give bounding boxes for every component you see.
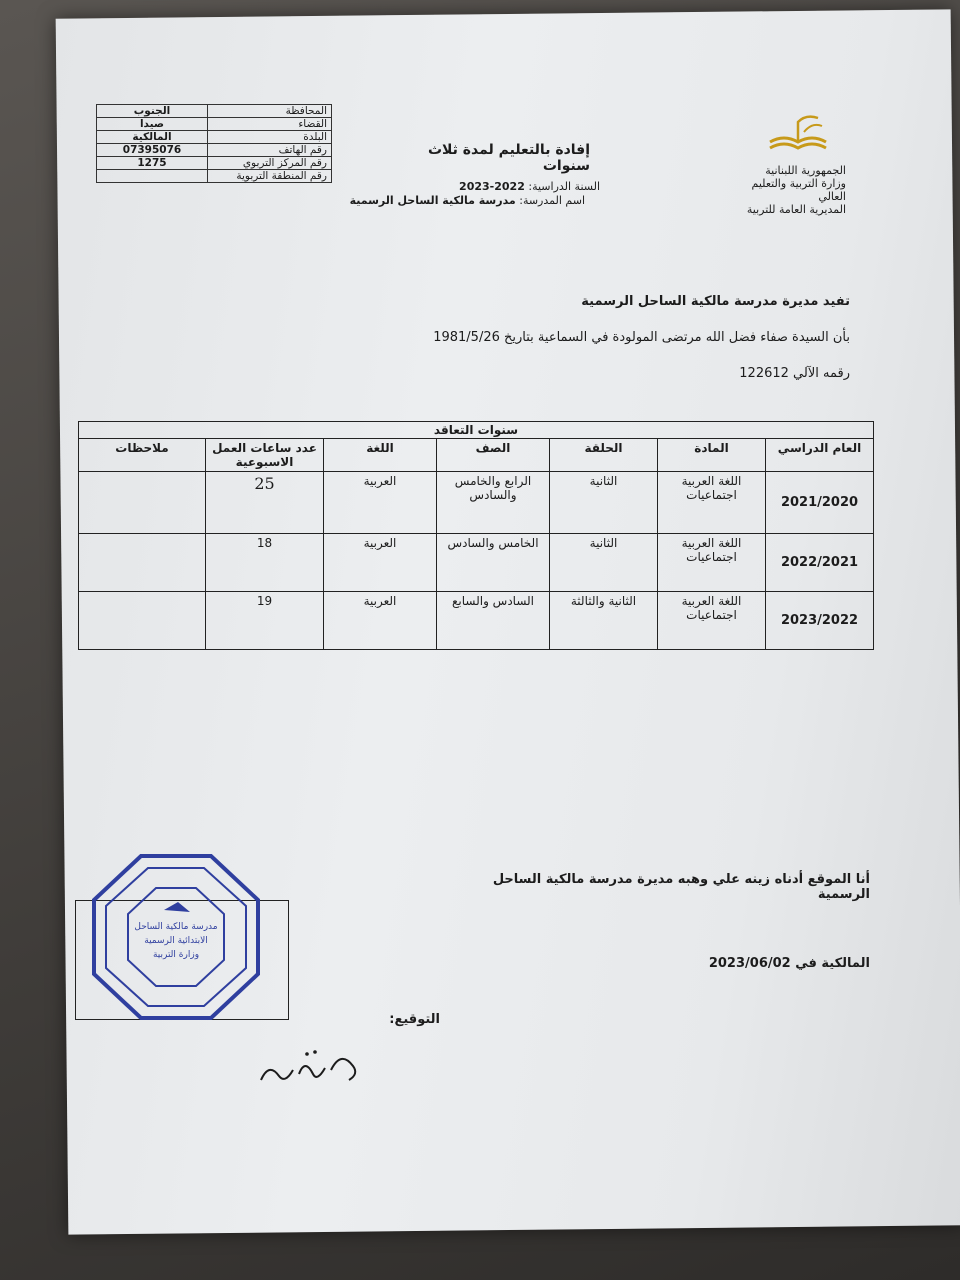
document-title: إفادة بالتعليم لمدة ثلاث سنوات [427,142,590,174]
cell-language: العربية [324,592,437,650]
cell-grade: الخامس والسادس [437,534,550,592]
col-header: اللغة [324,439,437,472]
ministry-line-3: المديرية العامة للتربية [746,203,846,216]
cell-hours: 25 [206,472,324,534]
cell-subject: اللغة العربية اجتماعيات [658,534,766,592]
info-row [97,131,332,144]
info-label: المحافظة [208,105,332,118]
cell-hours: 18 [206,534,324,592]
date-line: المالكية في 2023/06/02 [708,956,870,971]
info-value: 1275 [97,157,208,170]
cell-grade: السادس والسابع [437,592,550,650]
col-header: ملاحظات [79,439,206,472]
school-label: اسم المدرسة: [519,194,585,207]
contract-years-table [78,421,874,650]
info-row [97,105,332,118]
info-label: القضاء [208,118,332,131]
school-line [330,194,585,207]
table-caption: سنوات التعاقد [79,422,874,439]
cell-language: العربية [324,472,437,534]
table-header-row [79,439,874,472]
signer-line: أنا الموقع أدناه زينه علي وهبه مديرة مدرسة مالكية الساحل الرسمية [492,872,870,902]
table-caption-row [79,422,874,439]
info-row [97,144,332,157]
info-row [97,157,332,170]
ministry-line-1: الجمهورية اللبنانية [765,164,846,177]
body-line-1: تفيد مديرة مدرسة مالكية الساحل الرسمية [581,294,850,309]
cell-cycle: الثانية والثالثة [550,592,658,650]
info-value: المالكية [97,131,208,144]
info-value [97,170,208,183]
cell-cycle: الثانية [550,472,658,534]
cell-notes [79,534,206,592]
body-line-2: بأن السيدة صفاء فضل الله مرتضى المولودة في السماعية بتاريخ 1981/5/26 [433,330,850,345]
table-row [79,472,874,534]
cell-grade: الرابع والخامس والسادس [437,472,550,534]
year-label: السنة الدراسية: [528,180,600,193]
info-label: رقم المنطقة التربوية [208,170,332,183]
col-header: العام الدراسي [766,439,874,472]
col-header: الصف [437,439,550,472]
cell-year: 2021/2020 [766,472,874,534]
cell-year: 2023/2022 [766,592,874,650]
info-label: البلدة [208,131,332,144]
cell-subject: اللغة العربية اجتماعيات [658,472,766,534]
handwritten-signature [255,1040,365,1098]
table-row [79,534,874,592]
info-value: الجنوب [97,105,208,118]
year-line [400,180,600,193]
info-value: 07395076 [97,144,208,157]
body-line-3: رقمه الآلي 122612 [739,366,850,381]
stamp-text [126,920,226,962]
signature-label: التوقيع: [389,1012,440,1027]
table-row [79,592,874,650]
col-header: عدد ساعات العمل الاسبوعية [206,439,324,472]
ministry-header [726,164,846,216]
ministry-line-2: وزارة التربية والتعليم العالي [751,177,846,203]
info-value: صيدا [97,118,208,131]
col-header: المادة [658,439,766,472]
cell-language: العربية [324,534,437,592]
stamp-text-line: وزارة التربية [152,950,200,960]
stamp-text-line: الابتدائية الرسمية [144,936,208,946]
ministry-book-logo-icon [764,112,832,156]
stamp-text-line: مدرسة مالكية الساحل [134,922,218,932]
col-header: الحلقة [550,439,658,472]
info-row [97,118,332,131]
cell-notes [79,472,206,534]
info-row [97,170,332,183]
cell-hours: 19 [206,592,324,650]
cell-subject: اللغة العربية اجتماعيات [658,592,766,650]
info-label: رقم الهاتف [208,144,332,157]
cell-notes [79,592,206,650]
cell-cycle: الثانية [550,534,658,592]
cell-year: 2022/2021 [766,534,874,592]
info-box [96,104,332,183]
year-value: 2022-2023 [459,180,525,193]
info-label: رقم المركز التربوي [208,157,332,170]
school-value: مدرسة مالكية الساحل الرسمية [349,194,516,207]
